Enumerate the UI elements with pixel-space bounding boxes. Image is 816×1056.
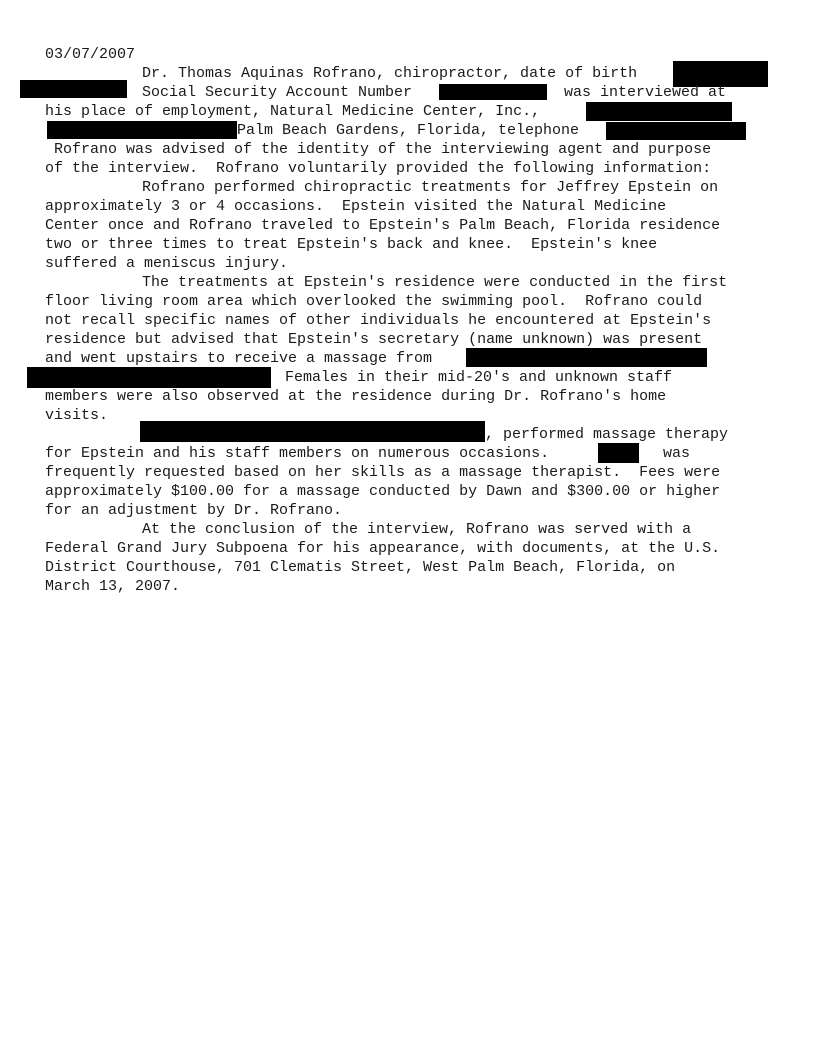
text-line: Social Security Account Number — [142, 84, 413, 101]
text-line: suffered a meniscus injury. — [45, 255, 289, 272]
text-line: Federal Grand Jury Subpoena for his appearance, with documents, at the U.S. — [45, 540, 721, 557]
report-date: 03/07/2007 — [45, 46, 136, 63]
redaction-block — [439, 84, 547, 100]
redaction-block — [466, 348, 707, 367]
text-line: was — [663, 445, 691, 462]
text-line: visits. — [45, 407, 109, 424]
text-line: , performed massage therapy — [485, 426, 729, 443]
text-line: approximately $100.00 for a massage conducted by Dawn and $300.00 or higher — [45, 483, 721, 500]
text-line: floor living room area which overlooked the swimming pool. Rofrano could — [45, 293, 703, 310]
text-line: Rofrano performed chiropractic treatments for Jeffrey Epstein on — [142, 179, 719, 196]
text-line: District Courthouse, 701 Clematis Street, West Palm Beach, Florida, on — [45, 559, 676, 576]
text-line: approximately 3 or 4 occasions. Epstein visited the Natural Medicine — [45, 198, 667, 215]
redaction-block — [140, 421, 485, 442]
text-line: The treatments at Epstein's residence were conducted in the first — [142, 274, 728, 291]
text-line: for Epstein and his staff members on numerous occasions. — [45, 445, 550, 462]
redaction-block — [27, 367, 271, 388]
text-line: for an adjustment by Dr. Rofrano. — [45, 502, 343, 519]
text-line: Center once and Rofrano traveled to Epstein's Palm Beach, Florida residence — [45, 217, 721, 234]
redaction-block — [20, 80, 127, 98]
redaction-block — [586, 102, 732, 121]
text-line: his place of employment, Natural Medicine Center, Inc., — [45, 103, 541, 120]
text-line: Palm Beach Gardens, Florida, telephone — [237, 122, 580, 139]
text-line: and went upstairs to receive a massage from — [45, 350, 433, 367]
text-line: was interviewed at — [564, 84, 727, 101]
text-line: Females in their mid-20's and unknown staff — [285, 369, 673, 386]
text-line: March 13, 2007. — [45, 578, 181, 595]
text-line: of the interview. Rofrano voluntarily provided the following information: — [45, 160, 712, 177]
text-line: residence but advised that Epstein's secretary (name unknown) was present — [45, 331, 703, 348]
redaction-block — [606, 122, 746, 140]
redaction-block — [598, 443, 639, 463]
text-line: Rofrano was advised of the identity of the interviewing agent and purpose — [45, 141, 712, 158]
text-line: not recall specific names of other individuals he encountered at Epstein's — [45, 312, 712, 329]
text-line: Dr. Thomas Aquinas Rofrano, chiropractor, date of birth — [142, 65, 638, 82]
text-line: two or three times to treat Epstein's back and knee. Epstein's knee — [45, 236, 658, 253]
text-line: At the conclusion of the interview, Rofrano was served with a — [142, 521, 692, 538]
text-line: members were also observed at the residence during Dr. Rofrano's home — [45, 388, 667, 405]
text-line: frequently requested based on her skills as a massage therapist. Fees were — [45, 464, 721, 481]
redaction-block — [47, 121, 237, 139]
